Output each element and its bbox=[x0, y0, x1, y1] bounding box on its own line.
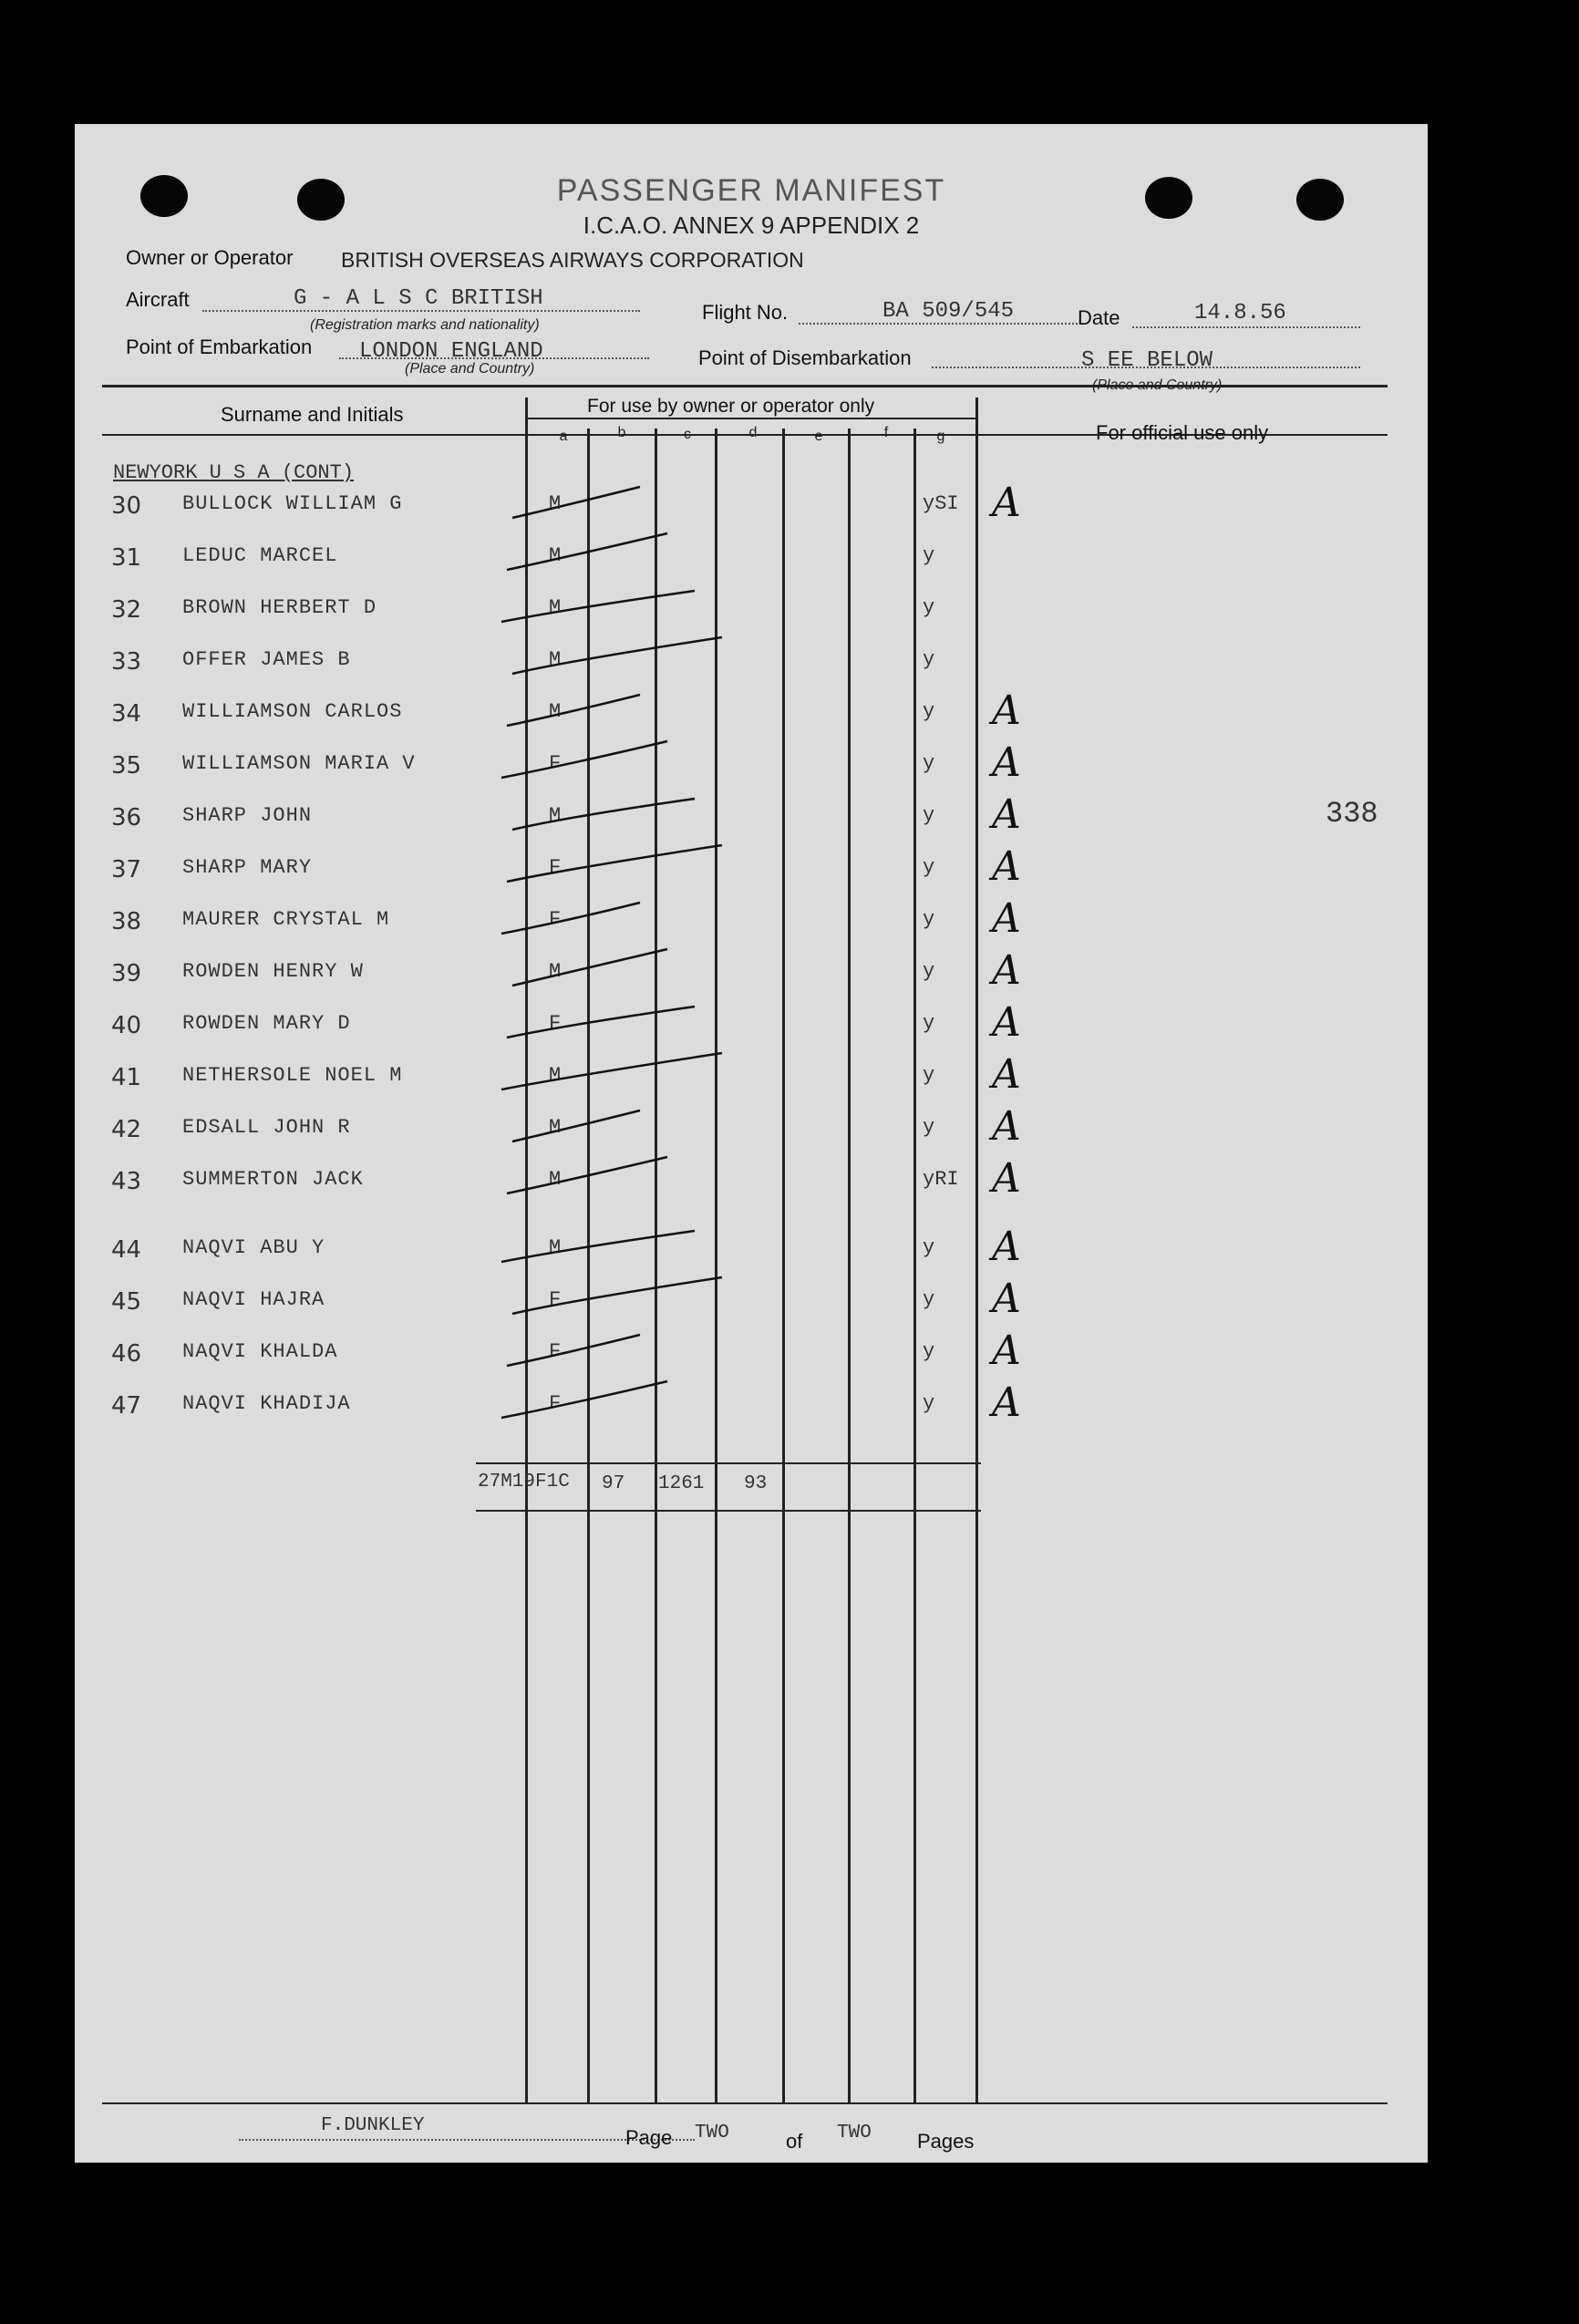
passenger-sex: M bbox=[549, 1064, 562, 1087]
passenger-name: NAQVI KHADIJA bbox=[182, 1392, 351, 1415]
passenger-sex: F bbox=[549, 856, 562, 879]
owner-label: Owner or Operator bbox=[126, 246, 294, 269]
passenger-sex: M bbox=[549, 648, 562, 671]
tick-stroke bbox=[512, 949, 667, 986]
official-mark: A bbox=[992, 1155, 1021, 1202]
tick-stroke bbox=[501, 1381, 667, 1418]
tick-stroke bbox=[501, 591, 695, 622]
passenger-sex: F bbox=[549, 752, 562, 775]
passenger-name: MAURER CRYSTAL M bbox=[182, 908, 390, 931]
passenger-name: LEDUC MARCEL bbox=[182, 544, 338, 567]
passenger-code: y bbox=[923, 1340, 935, 1363]
totals-top-rule bbox=[476, 1462, 981, 1464]
passenger-name: SHARP MARY bbox=[182, 856, 313, 879]
column-header-official: For official use only bbox=[1096, 421, 1269, 444]
passenger-code: y bbox=[923, 1392, 935, 1415]
passenger-sex: M bbox=[549, 1236, 562, 1259]
passenger-number: 47 bbox=[111, 1392, 142, 1420]
official-mark: A bbox=[992, 895, 1021, 942]
passenger-code: y bbox=[923, 804, 935, 827]
footer-rule bbox=[102, 2102, 1388, 2104]
official-mark: A bbox=[992, 843, 1021, 890]
passenger-number: 40 bbox=[111, 1012, 142, 1039]
tick-stroke bbox=[501, 1053, 722, 1090]
passenger-sex: M bbox=[549, 1116, 562, 1139]
passenger-number: 37 bbox=[111, 856, 142, 883]
passenger-number: 34 bbox=[111, 700, 142, 728]
official-mark: A bbox=[992, 1327, 1021, 1374]
passenger-sex: F bbox=[549, 1340, 562, 1363]
page-label: Page bbox=[625, 2126, 673, 2149]
column-letter-e: e bbox=[814, 429, 823, 444]
date-label: Date bbox=[1078, 306, 1120, 329]
page-value: TWO bbox=[695, 2123, 729, 2143]
passenger-number: 39 bbox=[111, 960, 142, 987]
tick-stroke bbox=[507, 695, 640, 726]
passenger-number: 36 bbox=[111, 804, 142, 831]
manifest-sheet bbox=[75, 124, 1428, 2163]
total-column-e: 93 bbox=[744, 1473, 768, 1494]
tick-marks bbox=[75, 124, 1428, 2163]
passenger-code: y bbox=[923, 856, 935, 879]
tick-stroke bbox=[507, 533, 667, 570]
passenger-sex: F bbox=[549, 1392, 562, 1415]
column-letter-b: b bbox=[617, 425, 626, 440]
official-mark: A bbox=[992, 480, 1021, 526]
passenger-number: 32 bbox=[111, 596, 142, 624]
official-mark: A bbox=[992, 1224, 1021, 1270]
passenger-name: BROWN HERBERT D bbox=[182, 596, 377, 619]
passenger-code: y bbox=[923, 1288, 935, 1311]
column-letter-d: d bbox=[748, 425, 758, 440]
tick-stroke bbox=[501, 903, 640, 934]
official-mark: A bbox=[992, 739, 1021, 786]
column-header-owner: For use by owner or operator only bbox=[587, 396, 875, 417]
document-subtitle: I.C.A.O. ANNEX 9 APPENDIX 2 bbox=[583, 212, 920, 239]
passenger-code: ySI bbox=[923, 492, 959, 515]
passenger-number: 30 bbox=[111, 492, 142, 520]
column-letter-f: f bbox=[883, 425, 889, 440]
passenger-name: SHARP JOHN bbox=[182, 804, 313, 827]
tick-stroke bbox=[507, 1007, 695, 1038]
passenger-number: 44 bbox=[111, 1236, 142, 1264]
column-letter-c: c bbox=[684, 427, 691, 442]
passenger-sex: M bbox=[549, 804, 562, 827]
embarkation-label: Point of Embarkation bbox=[126, 336, 313, 358]
tick-stroke bbox=[507, 1157, 667, 1193]
official-mark: A bbox=[992, 1276, 1021, 1322]
flight-label: Flight No. bbox=[702, 301, 789, 324]
passenger-sex: M bbox=[549, 960, 562, 983]
passenger-name: NAQVI HAJRA bbox=[182, 1288, 325, 1311]
embarkation-value: LONDON ENGLAND bbox=[359, 339, 543, 364]
total-column-c: 97 bbox=[602, 1473, 625, 1494]
passenger-sex: M bbox=[549, 1168, 562, 1191]
tick-stroke bbox=[501, 1231, 695, 1262]
passenger-code: y bbox=[923, 700, 935, 723]
passenger-number: 38 bbox=[111, 908, 142, 935]
side-number: 338 bbox=[1326, 797, 1378, 831]
passenger-code: y bbox=[923, 596, 935, 619]
passenger-name: SUMMERTON JACK bbox=[182, 1168, 364, 1191]
tick-stroke bbox=[501, 741, 667, 778]
passenger-number: 43 bbox=[111, 1168, 142, 1195]
official-mark: A bbox=[992, 947, 1021, 994]
column-header-surname: Surname and Initials bbox=[221, 403, 404, 426]
passenger-number: 33 bbox=[111, 648, 142, 676]
total-passengers: 27M19F1C bbox=[478, 1472, 570, 1493]
passenger-sex: M bbox=[549, 544, 562, 567]
passenger-code: y bbox=[923, 648, 935, 671]
official-mark: A bbox=[992, 1103, 1021, 1150]
disembarkation-label: Point of Disembarkation bbox=[698, 346, 912, 369]
passenger-number: 31 bbox=[111, 544, 142, 572]
of-label: of bbox=[786, 2130, 803, 2153]
tick-stroke bbox=[512, 487, 640, 518]
tick-stroke bbox=[512, 799, 695, 830]
totals-bottom-rule bbox=[476, 1510, 981, 1512]
passenger-number: 35 bbox=[111, 752, 142, 780]
passenger-sex: F bbox=[549, 908, 562, 931]
tick-stroke bbox=[512, 1110, 640, 1141]
tick-stroke bbox=[512, 637, 722, 674]
passenger-name: NAQVI KHALDA bbox=[182, 1340, 338, 1363]
owner-value: BRITISH OVERSEAS AIRWAYS CORPORATION bbox=[341, 248, 804, 272]
tick-stroke bbox=[512, 1277, 722, 1314]
passenger-code: y bbox=[923, 1012, 935, 1035]
of-value: TWO bbox=[837, 2123, 872, 2143]
passenger-name: WILLIAMSON CARLOS bbox=[182, 700, 403, 723]
passenger-code: y bbox=[923, 1116, 935, 1139]
flight-value: BA 509/545 bbox=[882, 299, 1015, 324]
aircraft-value: G - A L S C BRITISH bbox=[294, 286, 543, 311]
pages-label: Pages bbox=[917, 2130, 975, 2153]
official-mark: A bbox=[992, 1379, 1021, 1426]
passenger-code: y bbox=[923, 1064, 935, 1087]
aircraft-label: Aircraft bbox=[126, 288, 190, 311]
passenger-name: ROWDEN HENRY W bbox=[182, 960, 364, 983]
passenger-name: NETHERSOLE NOEL M bbox=[182, 1064, 403, 1087]
passenger-sex: M bbox=[549, 596, 562, 619]
passenger-number: 46 bbox=[111, 1340, 142, 1368]
signature: F.DUNKLEY bbox=[321, 2115, 425, 2136]
column-letter-g: g bbox=[936, 429, 945, 444]
passenger-code: y bbox=[923, 752, 935, 775]
embarkation-note: (Place and Country) bbox=[405, 361, 535, 377]
document-title: PASSENGER MANIFEST bbox=[556, 173, 946, 208]
disembarkation-value: S EE BELOW bbox=[1081, 348, 1213, 373]
passenger-number: 42 bbox=[111, 1116, 142, 1143]
passenger-sex: M bbox=[549, 700, 562, 723]
official-mark: A bbox=[992, 1051, 1021, 1098]
aircraft-note: (Registration marks and nationality) bbox=[310, 317, 540, 333]
passenger-code: yRI bbox=[923, 1168, 959, 1191]
passenger-name: ROWDEN MARY D bbox=[182, 1012, 351, 1035]
date-value: 14.8.56 bbox=[1194, 301, 1286, 325]
official-mark: A bbox=[992, 687, 1021, 734]
passenger-code: y bbox=[923, 908, 935, 931]
passenger-sex: F bbox=[549, 1288, 562, 1311]
passenger-name: EDSALL JOHN R bbox=[182, 1116, 351, 1139]
passenger-code: y bbox=[923, 1236, 935, 1259]
official-mark: A bbox=[992, 791, 1021, 838]
passenger-code: y bbox=[923, 960, 935, 983]
column-letter-a: a bbox=[559, 429, 568, 444]
tick-stroke bbox=[507, 845, 722, 882]
passenger-name: NAQVI ABU Y bbox=[182, 1236, 325, 1259]
passenger-sex: M bbox=[549, 492, 562, 515]
official-mark: A bbox=[992, 999, 1021, 1046]
passenger-name: BULLOCK WILLIAM G bbox=[182, 492, 403, 515]
tick-stroke bbox=[507, 1335, 640, 1366]
passenger-number: 41 bbox=[111, 1064, 142, 1091]
passenger-name: OFFER JAMES B bbox=[182, 648, 351, 671]
passenger-code: y bbox=[923, 544, 935, 567]
passenger-number: 45 bbox=[111, 1288, 142, 1316]
total-column-d: 1261 bbox=[658, 1473, 705, 1494]
passenger-sex: F bbox=[549, 1012, 562, 1035]
passenger-name: WILLIAMSON MARIA V bbox=[182, 752, 416, 775]
section-heading: NEWYORK U S A (CONT) bbox=[113, 461, 355, 484]
